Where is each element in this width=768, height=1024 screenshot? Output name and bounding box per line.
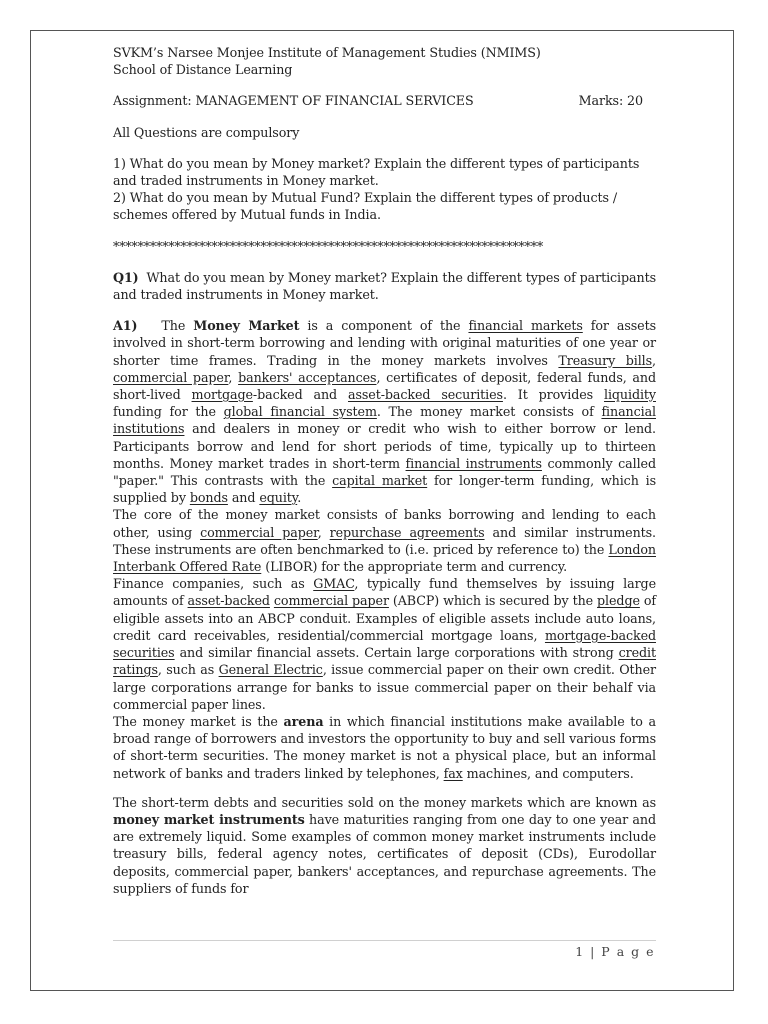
text-run: have maturities ranging from one day to one year and are extremely liquid. Some examples of common money market instruments include treasury bills, federal agency notes, certificates of deposit (CDs), Eurodollar deposits, commercial paper, bankers' acceptances, and repurchase agreements. The suppliers of funds for [113,811,656,896]
instructions: All Questions are compulsory [113,124,300,140]
underlined-term: financial markets [468,318,583,334]
page-number: 1 [575,944,585,959]
text-run: , [652,352,656,368]
text-run: machines, and computers. [462,765,634,781]
text-run: and similar instruments. These instruments are often benchmarked to (i.e. priced by reference to) the [113,524,656,557]
text-run: funding for the [113,404,224,420]
document-body [113,44,656,897]
text-run: , [317,524,330,540]
text-run: and [227,490,260,506]
answer-text-2 [113,507,656,574]
underlined-term: asset-backed securities [348,387,503,403]
text-run: and similar financial assets. Certain large corporations with strong [174,645,619,661]
page-label: | P a g e [590,944,655,959]
text-run: The core of the money market consists of banks borrowing and lending to each other, using [113,507,656,540]
underlined-term: London Interbank Offered Rate [113,541,656,575]
assignment-title: Assignment: MANAGEMENT OF FINANCIAL SERVICES [113,93,474,109]
underlined-term: commercial paper [113,369,229,385]
text-run: The short-term debts and securities sold on the money markets which are known as [113,794,656,810]
underlined-term: global financial system [223,404,377,420]
text-run: . [297,490,302,506]
assignment-line [113,92,656,109]
answer-paragraph-1 [113,317,656,506]
underlined-term: financial instruments [405,455,542,471]
text-run: of eligible assets into an ABCP conduit. Examples of eligible assets include auto loans, credit card receivables, residential/commercial mortgage loans, [113,593,656,643]
bold-term: money market instruments [113,811,305,827]
underlined-term: commercial paper [273,593,389,609]
text-run: , such as [157,662,219,678]
institute-name: SVKM’s Narsee Monjee Institute of Management Studies (NMIMS) [113,45,541,60]
text-run: , issue commercial paper on their own credit. Other large corporations arrange for banks to issue commercial paper on their behalf via commercial paper lines. [113,662,656,712]
answer-paragraph-4 [113,713,656,782]
answer-paragraph-2 [113,506,656,575]
underlined-term: mortgage-backed securities [113,627,656,661]
underlined-term: pledge [597,593,640,609]
answer-paragraph-3 [113,575,656,713]
text-run: . It provides [502,387,604,403]
text-run: commonly called "paper." This contrasts with the [113,455,656,489]
answer-text-4 [113,714,656,781]
underlined-term: liquidity [603,387,656,403]
separator: ********************************************************************** [113,238,544,254]
underlined-term: Treasury bills [558,352,653,368]
underlined-term: capital market [332,473,428,489]
text-run: (ABCP) which is secured by the [388,593,598,609]
question-2: 2) What do you mean by Mutual Fund? Explain the different types of products / schemes offered by Mutual funds in India. [113,190,618,223]
school-name: School of Distance Learning [113,62,293,78]
text-run: , typically fund themselves by issuing large amounts of [113,576,656,609]
answer-text-3 [113,576,656,711]
q1-text: What do you mean by Money market? Explain the different types of participants and traded instruments in Money market. [113,269,656,303]
text-run: The money market is the [113,713,284,729]
text-run: The [161,318,194,334]
text-run: . The money market consists of [376,404,602,420]
answer-text-5 [113,795,656,896]
answer-text-1 [113,318,656,505]
underlined-term: fax [443,765,463,781]
q1-heading [113,269,656,303]
underlined-term: asset-backed [187,593,270,609]
underlined-term: GMAC [313,576,355,592]
page-footer [575,944,655,959]
assignment-marks: Marks: 20 [578,93,643,109]
a1-label: A1) [113,318,138,334]
bold-term: Money Market [193,318,300,334]
text-run: (LIBOR) for the appropriate term and currency. [261,559,568,575]
underlined-term: equity [259,490,298,506]
text-run: , [228,369,239,385]
text-run: -backed and [252,387,349,403]
underlined-term: commercial paper [200,524,318,540]
underlined-term: mortgage [191,387,253,403]
text-run: , certificates of deposit, federal funds, and short-lived [113,369,656,403]
q1-label: Q1) [113,269,139,285]
underlined-term: bankers' acceptances [238,369,377,385]
footer-divider [113,940,656,941]
answer-paragraph-5 [113,794,656,897]
underlined-term: bonds [189,490,228,506]
text-run: in which financial institutions make available to a broad range of borrowers and investors the opportunity to buy and sell various forms of short-term securities. The money market is not a physical place, but an informal network of banks and traders linked by telephones, [113,713,656,781]
text-run: and dealers in money or credit who wish to either borrow or lend. Participants borrow and lend for short periods of time, typically up to thirteen months. Money market trades in short-term [113,421,656,471]
text-run: is a component of the [299,318,469,334]
text-run: for assets involved in short-term borrowing and lending with original maturities of one year or shorter time frames. Trading in the money markets involves [113,318,656,368]
text-run: Finance companies, such as [113,576,314,592]
underlined-term: repurchase agreements [329,524,485,540]
bold-term: arena [283,713,324,729]
underlined-term: General Electric [218,662,323,678]
question-1: 1) What do you mean by Money market? Explain the different types of participants and traded instruments in Money market. [113,155,640,189]
text-run: for longer-term funding, which is supplied by [113,473,656,506]
underlined-term: financial institutions [113,404,656,437]
underlined-term: credit ratings [113,645,656,678]
